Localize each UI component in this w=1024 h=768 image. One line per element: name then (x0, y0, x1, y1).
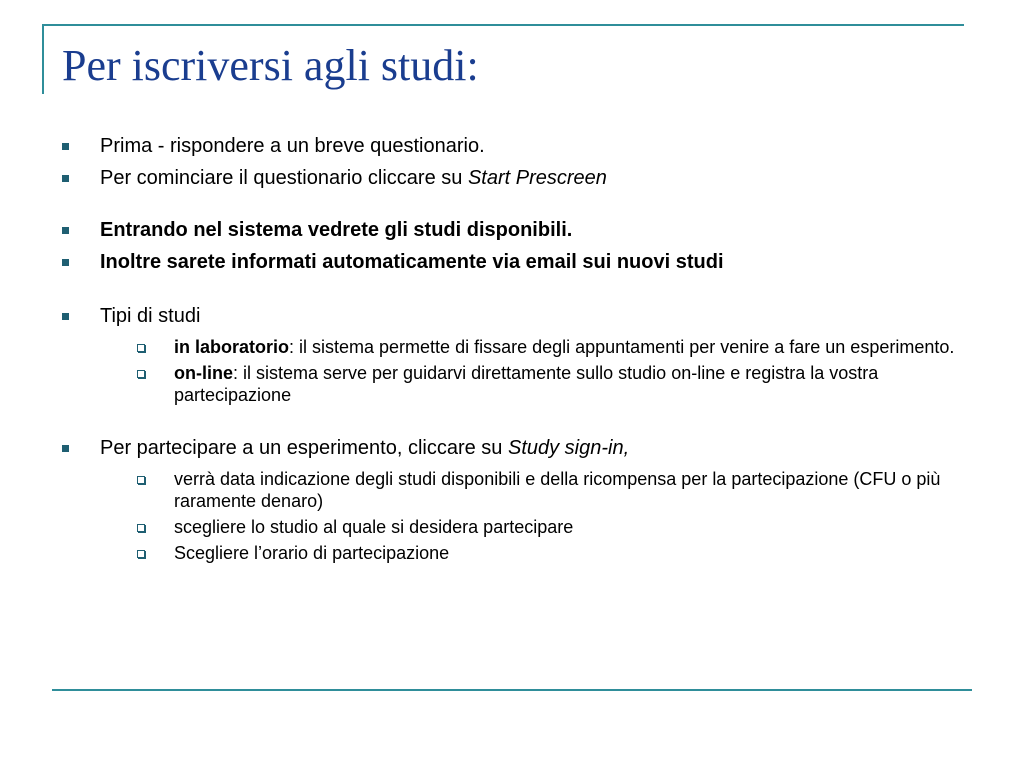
bottom-rule-line (52, 689, 972, 691)
sub-bullet-item (137, 362, 972, 406)
spacer (62, 194, 972, 214)
sub-bullet-label: on-line (174, 363, 233, 383)
bullet-text: Tipi di studi (100, 305, 201, 327)
square-bullet-icon (62, 227, 69, 234)
top-frame-line (42, 24, 964, 26)
sub-bullet-text: Scegliere l’orario di partecipazione (174, 543, 450, 563)
checkbox-bullet-icon (137, 550, 145, 558)
sub-bullet-text: verrà data indicazione degli studi disponibili e della ricompensa per la partecipazione (CFU o più raramente denaro) (174, 469, 941, 511)
study-sign-in-emphasis: Study sign-in, (507, 437, 630, 459)
checkbox-bullet-icon (137, 344, 145, 352)
bullet-text-bold: Inoltre sarete informati automaticamente via email sui nuovi studi (100, 251, 724, 273)
sub-bullet-item (137, 336, 972, 358)
bullet-item (62, 130, 972, 162)
sub-bullet-text: scegliere lo studio al quale si desidera partecipare (174, 517, 574, 537)
sub-bullet-label: in laboratorio (174, 337, 290, 357)
square-bullet-icon (62, 445, 69, 452)
sub-bullet-item (137, 516, 972, 538)
bullet-text: Per cominciare il questionario cliccare su (100, 167, 468, 189)
checkbox-bullet-icon (137, 476, 145, 484)
sub-bullet-text: : il sistema serve per guidarvi direttamente sullo studio on-line e registra la vostra partecipazione (174, 363, 879, 405)
sub-bullet-item (137, 542, 972, 564)
sub-bullet-item (137, 468, 972, 512)
square-bullet-icon (62, 175, 69, 182)
square-bullet-icon (62, 259, 69, 266)
bullet-item (62, 214, 972, 246)
slide-title: Per iscriversi agli studi: (62, 41, 479, 90)
checkbox-bullet-icon (137, 524, 145, 532)
slide-body (62, 130, 972, 568)
bullet-text: Per partecipare a un esperimento, cliccare su (100, 437, 508, 459)
square-bullet-icon (62, 143, 69, 150)
bullet-item (62, 246, 972, 278)
sub-bullet-text: : il sistema permette di fissare degli appuntamenti per venire a fare un esperimento. (289, 337, 955, 357)
bullet-item (62, 432, 972, 464)
square-bullet-icon (62, 313, 69, 320)
bullet-text-bold: Entrando nel sistema vedrete gli studi disponibili. (100, 219, 573, 241)
checkbox-bullet-icon (137, 370, 145, 378)
spacer (62, 278, 972, 300)
bullet-item (62, 300, 972, 332)
left-frame-line (42, 24, 44, 94)
spacer (62, 410, 972, 432)
bullet-text: Prima - rispondere a un breve questionario. (100, 135, 485, 157)
bullet-item (62, 162, 972, 194)
start-prescreen-emphasis: Start Prescreen (467, 167, 607, 189)
